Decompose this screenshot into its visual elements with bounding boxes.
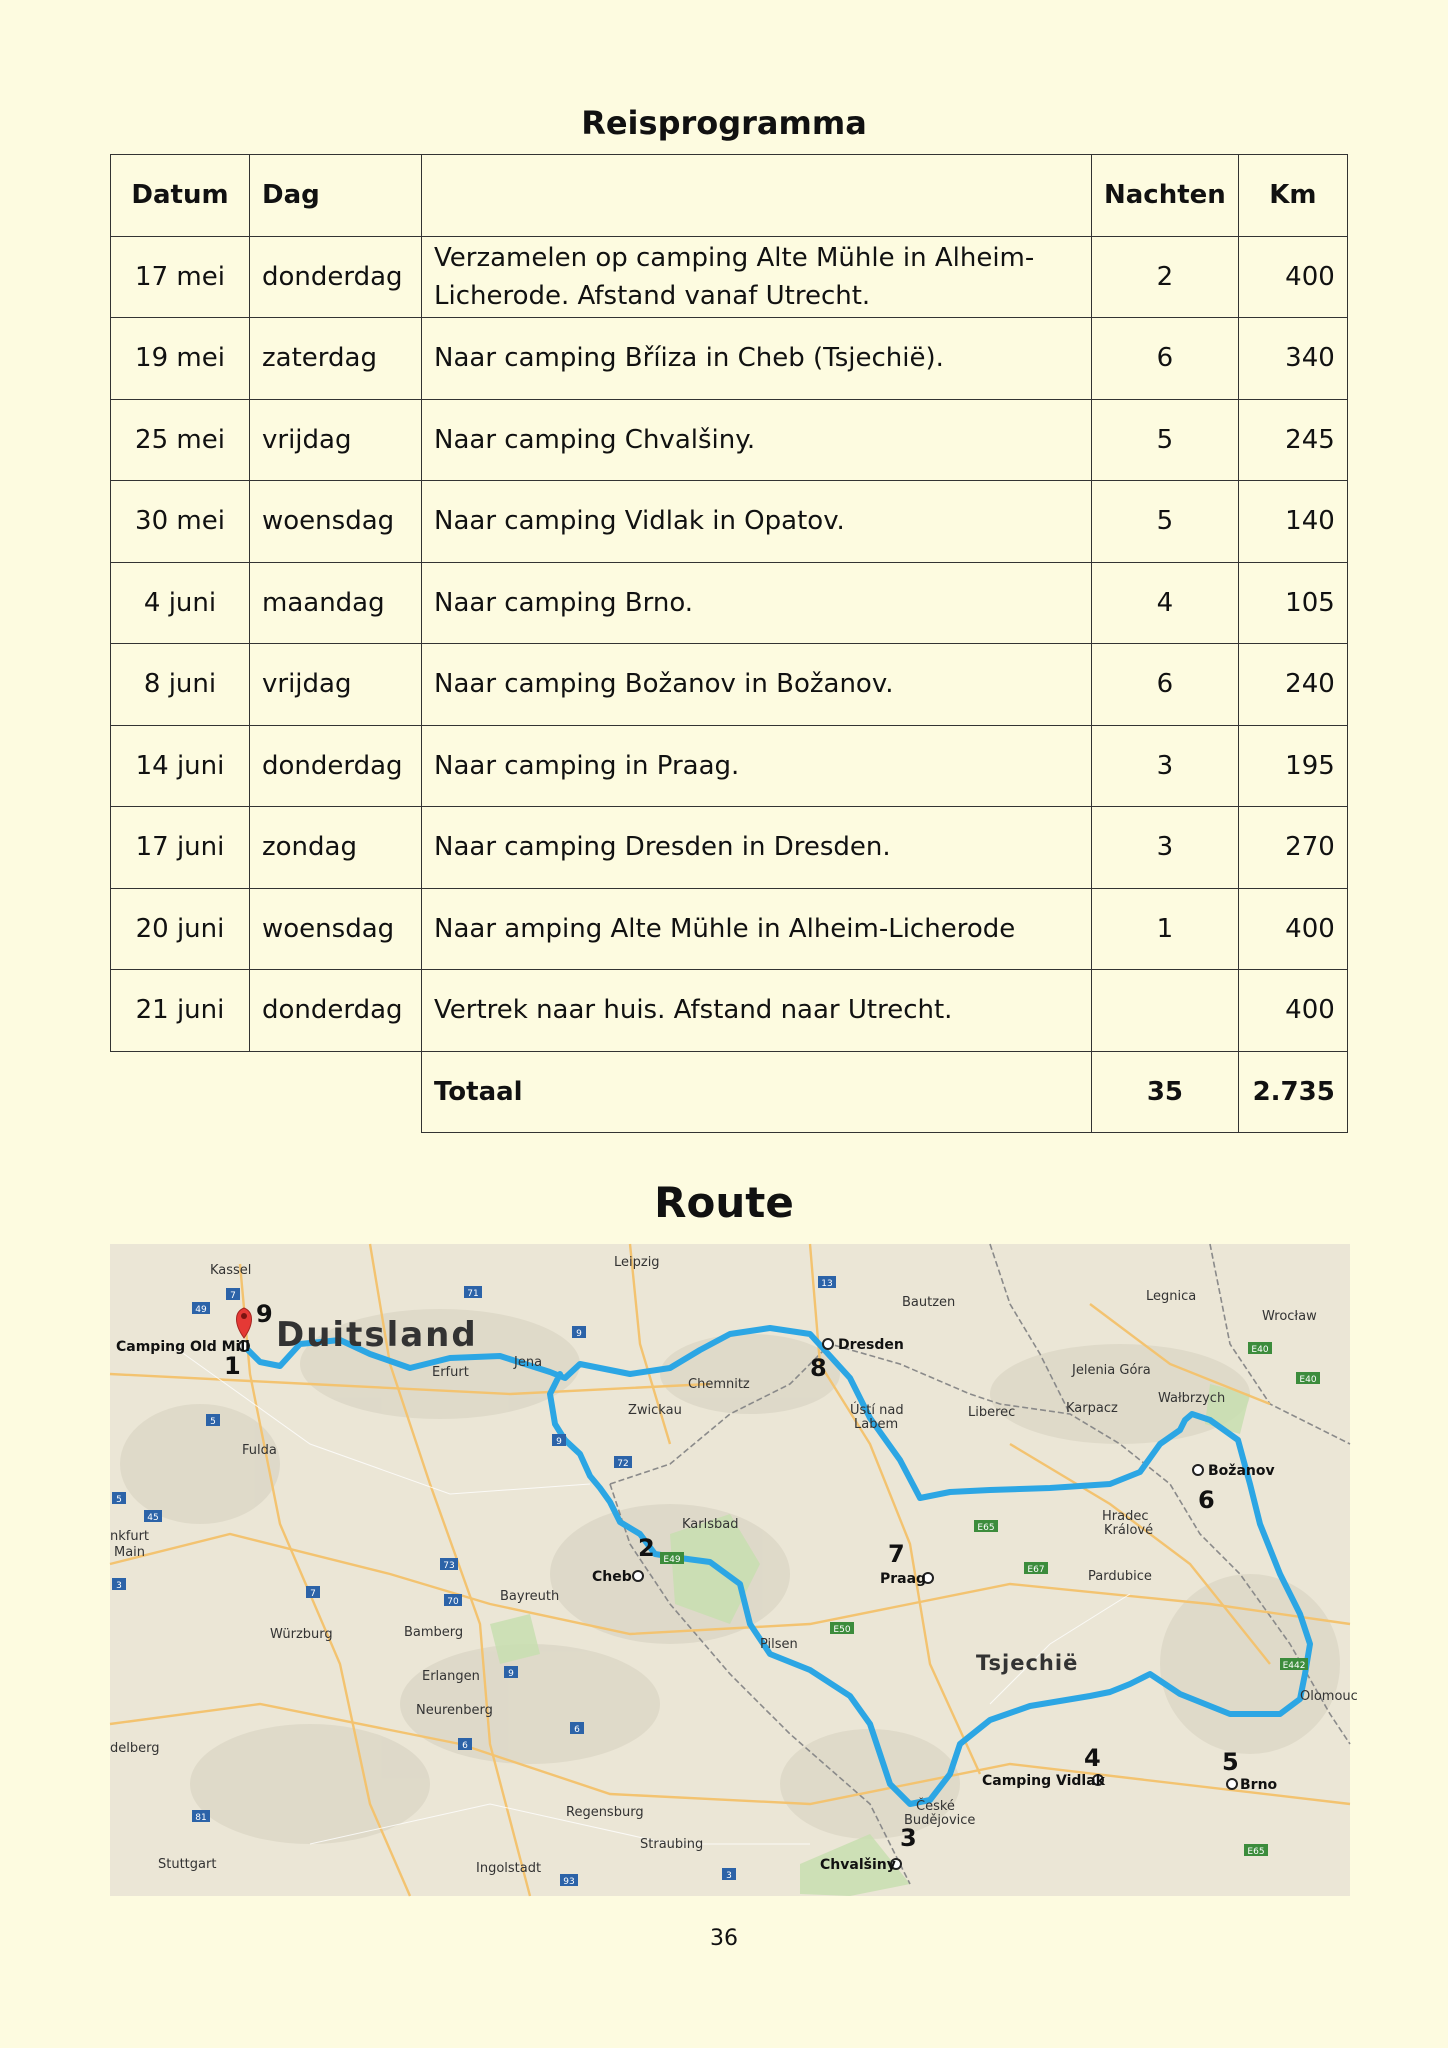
svg-text:70: 70 <box>447 1597 459 1607</box>
svg-text:13: 13 <box>821 1279 833 1289</box>
total-km: 2.735 <box>1238 1051 1347 1133</box>
travel-schedule-table <box>110 154 1348 1133</box>
stop-marker <box>633 1571 643 1581</box>
city-label: Fulda <box>242 1443 277 1458</box>
stop-number: 5 <box>1222 1748 1239 1776</box>
route-map <box>110 1244 1358 1896</box>
city-label: Bayreuth <box>500 1589 560 1604</box>
cell-nachten: 5 <box>1092 481 1239 563</box>
city-label: České <box>916 1799 955 1814</box>
svg-text:7: 7 <box>310 1589 316 1599</box>
cell-datum: 8 juni <box>111 644 250 726</box>
cell-km: 400 <box>1238 888 1347 970</box>
stop-number: 3 <box>900 1824 917 1852</box>
cell-dag: donderdag <box>250 236 422 318</box>
svg-text:E65: E65 <box>977 1523 995 1533</box>
svg-text:7: 7 <box>230 1291 236 1301</box>
road-shield <box>830 1622 854 1635</box>
cell-nachten <box>1092 970 1239 1052</box>
road-shield <box>504 1666 518 1679</box>
table-row <box>111 970 1348 1052</box>
road-shield <box>818 1276 836 1289</box>
cell-km: 340 <box>1238 318 1347 400</box>
city-label: delberg <box>110 1741 160 1756</box>
cell-datum: 25 mei <box>111 399 250 481</box>
road-shield <box>572 1326 586 1339</box>
cell-nachten: 6 <box>1092 644 1239 726</box>
svg-text:E65: E65 <box>1247 1847 1265 1857</box>
city-label: Pardubice <box>1088 1569 1152 1584</box>
cell-datum: 14 juni <box>111 725 250 807</box>
stop-marker <box>1193 1465 1203 1475</box>
table-row <box>111 644 1348 726</box>
header-dag: Dag <box>250 155 422 237</box>
cell-nachten: 4 <box>1092 562 1239 644</box>
svg-text:9: 9 <box>556 1437 562 1447</box>
svg-text:E67: E67 <box>1027 1565 1045 1575</box>
city-label: Labem <box>854 1417 899 1432</box>
city-label: Legnica <box>1146 1289 1197 1304</box>
cell-km: 245 <box>1238 399 1347 481</box>
cell-dag: woensdag <box>250 888 422 970</box>
cell-omschrijving: Naar camping Brno. <box>422 562 1092 644</box>
cell-km: 240 <box>1238 644 1347 726</box>
road-shield <box>552 1434 566 1447</box>
road-shield <box>192 1302 210 1315</box>
city-label: Pilsen <box>760 1637 798 1652</box>
stop-label: Chvalšiny <box>820 1857 896 1873</box>
svg-text:E50: E50 <box>833 1625 851 1635</box>
cell-dag: vrijdag <box>250 644 422 726</box>
svg-text:9: 9 <box>508 1669 514 1679</box>
cell-omschrijving: Naar amping Alte Mühle in Alheim-Licherode <box>422 888 1092 970</box>
cell-nachten: 1 <box>1092 888 1239 970</box>
svg-text:3: 3 <box>116 1581 122 1591</box>
cell-km: 400 <box>1238 236 1347 318</box>
city-label: Ingolstadt <box>476 1861 542 1876</box>
svg-text:81: 81 <box>195 1813 207 1823</box>
city-label: Erfurt <box>432 1365 469 1380</box>
svg-text:6: 6 <box>462 1741 468 1751</box>
cell-dag: vrijdag <box>250 399 422 481</box>
road-shield <box>144 1510 162 1523</box>
total-nachten: 35 <box>1092 1051 1239 1133</box>
road-shield <box>226 1288 240 1301</box>
road-shield <box>112 1492 126 1505</box>
city-label: Karpacz <box>1066 1401 1118 1416</box>
stop-marker <box>823 1339 833 1349</box>
svg-text:5: 5 <box>116 1495 122 1505</box>
road-shield <box>570 1722 584 1735</box>
road-shield <box>560 1874 578 1887</box>
total-label: Totaal <box>422 1051 1092 1133</box>
svg-text:E49: E49 <box>663 1555 681 1565</box>
city-label: Straubing <box>640 1837 704 1852</box>
road-shield <box>614 1456 632 1469</box>
road-shield <box>974 1520 998 1533</box>
header-nachten: Nachten <box>1092 155 1239 237</box>
road-shield <box>1280 1658 1308 1671</box>
cell-datum: 4 juni <box>111 562 250 644</box>
total-blank-cell <box>111 1051 422 1133</box>
road-shield <box>444 1594 462 1607</box>
road-shield <box>458 1738 472 1751</box>
table-row <box>111 807 1348 889</box>
road-shield <box>1024 1562 1048 1575</box>
svg-text:72: 72 <box>617 1459 629 1469</box>
road-shield <box>192 1810 210 1823</box>
cell-km: 105 <box>1238 562 1347 644</box>
svg-text:E40: E40 <box>1299 1375 1317 1385</box>
city-label: Olomouc <box>1300 1689 1358 1704</box>
stop-marker <box>1227 1779 1237 1789</box>
page-title: Reisprogramma <box>581 104 867 142</box>
cell-omschrijving: Naar camping Vidlak in Opatov. <box>422 481 1092 563</box>
cell-nachten: 3 <box>1092 725 1239 807</box>
road-shield <box>1244 1844 1268 1857</box>
cell-dag: woensdag <box>250 481 422 563</box>
cell-nachten: 3 <box>1092 807 1239 889</box>
header-omschrijving <box>422 155 1092 237</box>
table-row <box>111 562 1348 644</box>
cell-datum: 19 mei <box>111 318 250 400</box>
city-label: Zwickau <box>628 1403 682 1418</box>
road-shield <box>660 1552 684 1565</box>
city-label: Bautzen <box>902 1295 956 1310</box>
city-label: Jena <box>514 1355 543 1370</box>
svg-text:E40: E40 <box>1251 1345 1269 1355</box>
route-title: Route <box>654 1178 794 1227</box>
cell-datum: 17 mei <box>111 236 250 318</box>
city-label: Würzburg <box>270 1627 333 1642</box>
cell-km: 270 <box>1238 807 1347 889</box>
cell-nachten: 2 <box>1092 236 1239 318</box>
cell-omschrijving: Naar camping Chvalšiny. <box>422 399 1092 481</box>
city-label: Neurenberg <box>416 1703 493 1718</box>
city-label: Hradec <box>1102 1509 1149 1524</box>
svg-text:3: 3 <box>726 1871 732 1881</box>
cell-nachten: 5 <box>1092 399 1239 481</box>
svg-text:9: 9 <box>576 1329 582 1339</box>
stop-label: Božanov <box>1208 1463 1275 1479</box>
cell-omschrijving: Naar camping Bříiza in Cheb (Tsjechië). <box>422 318 1092 400</box>
table-row <box>111 236 1348 318</box>
table-row <box>111 481 1348 563</box>
svg-text:49: 49 <box>195 1305 207 1315</box>
city-label: nkfurt <box>110 1529 150 1544</box>
cell-omschrijving: Naar camping in Praag. <box>422 725 1092 807</box>
city-label: Liberec <box>968 1405 1016 1420</box>
header-km: Km <box>1238 155 1347 237</box>
road-shield <box>722 1868 736 1881</box>
cell-datum: 30 mei <box>111 481 250 563</box>
cell-omschrijving: Naar camping Božanov in Božanov. <box>422 644 1092 726</box>
road-shield <box>206 1414 220 1427</box>
cell-km: 195 <box>1238 725 1347 807</box>
city-label: Kassel <box>210 1263 252 1278</box>
table-header-row <box>111 155 1348 237</box>
city-label: Wrocław <box>1262 1309 1317 1324</box>
stop-number: 9 <box>256 1300 273 1328</box>
city-label: Králové <box>1104 1523 1154 1538</box>
table-row <box>111 399 1348 481</box>
country-label-czech: Tsjechië <box>976 1651 1079 1675</box>
city-label: Stuttgart <box>158 1857 217 1872</box>
svg-text:93: 93 <box>563 1877 575 1887</box>
svg-text:73: 73 <box>443 1561 455 1571</box>
stop-label: Praag <box>880 1571 927 1587</box>
cell-datum: 21 juni <box>111 970 250 1052</box>
stop-number: 7 <box>888 1540 905 1568</box>
cell-nachten: 6 <box>1092 318 1239 400</box>
city-label: Regensburg <box>566 1805 644 1820</box>
city-label: Leipzig <box>614 1255 660 1270</box>
svg-text:5: 5 <box>210 1417 216 1427</box>
road-shield <box>440 1558 458 1571</box>
city-label: Main <box>114 1545 146 1560</box>
table-row <box>111 318 1348 400</box>
cell-datum: 17 juni <box>111 807 250 889</box>
cell-dag: zaterdag <box>250 318 422 400</box>
cell-dag: maandag <box>250 562 422 644</box>
stop-number: 1 <box>224 1352 241 1380</box>
cell-omschrijving: Naar camping Dresden in Dresden. <box>422 807 1092 889</box>
cell-dag: donderdag <box>250 725 422 807</box>
stop-number: 2 <box>638 1534 655 1562</box>
table-row <box>111 725 1348 807</box>
stop-number: 6 <box>1198 1486 1215 1514</box>
svg-text:E442: E442 <box>1282 1661 1306 1671</box>
city-label: Erlangen <box>422 1669 480 1684</box>
stop-number: 8 <box>810 1354 827 1382</box>
city-label: Budějovice <box>904 1813 976 1828</box>
stop-label: Brno <box>1240 1777 1278 1793</box>
cell-km: 140 <box>1238 481 1347 563</box>
cell-dag: zondag <box>250 807 422 889</box>
cell-omschrijving: Vertrek naar huis. Afstand naar Utrecht. <box>422 970 1092 1052</box>
country-label-germany: Duitsland <box>276 1315 478 1355</box>
cell-dag: donderdag <box>250 970 422 1052</box>
svg-text:45: 45 <box>147 1513 159 1523</box>
stop-number: 4 <box>1084 1744 1101 1772</box>
city-label: Jelenia Góra <box>1072 1363 1151 1378</box>
city-label: Karlsbad <box>682 1517 739 1532</box>
svg-text:6: 6 <box>574 1725 580 1735</box>
city-label: Chemnitz <box>688 1377 750 1392</box>
stop-label: Dresden <box>838 1337 904 1353</box>
city-label: Bamberg <box>404 1625 464 1640</box>
cell-datum: 20 juni <box>111 888 250 970</box>
road-shield <box>1248 1342 1272 1355</box>
cell-omschrijving: Verzamelen op camping Alte Mühle in Alheim-Licherode. Afstand vanaf Utrecht. <box>422 236 1092 318</box>
stop-label: Cheb <box>592 1569 632 1585</box>
page-number: 36 <box>710 1926 738 1951</box>
road-shield <box>464 1286 482 1299</box>
stop-label: Camping Old Mill <box>116 1339 250 1355</box>
route-map-canvas <box>110 1244 1358 1896</box>
cell-km: 400 <box>1238 970 1347 1052</box>
svg-text:71: 71 <box>467 1289 479 1299</box>
road-shield <box>112 1578 126 1591</box>
table-row <box>111 888 1348 970</box>
header-datum: Datum <box>111 155 250 237</box>
road-shield <box>1296 1372 1320 1385</box>
stop-label: Camping Vidlak <box>982 1773 1105 1789</box>
city-label: Wałbrzych <box>1158 1391 1226 1406</box>
table-total-row <box>111 1051 1348 1133</box>
road-shield <box>306 1586 320 1599</box>
city-label: Ústí nad <box>850 1403 904 1418</box>
